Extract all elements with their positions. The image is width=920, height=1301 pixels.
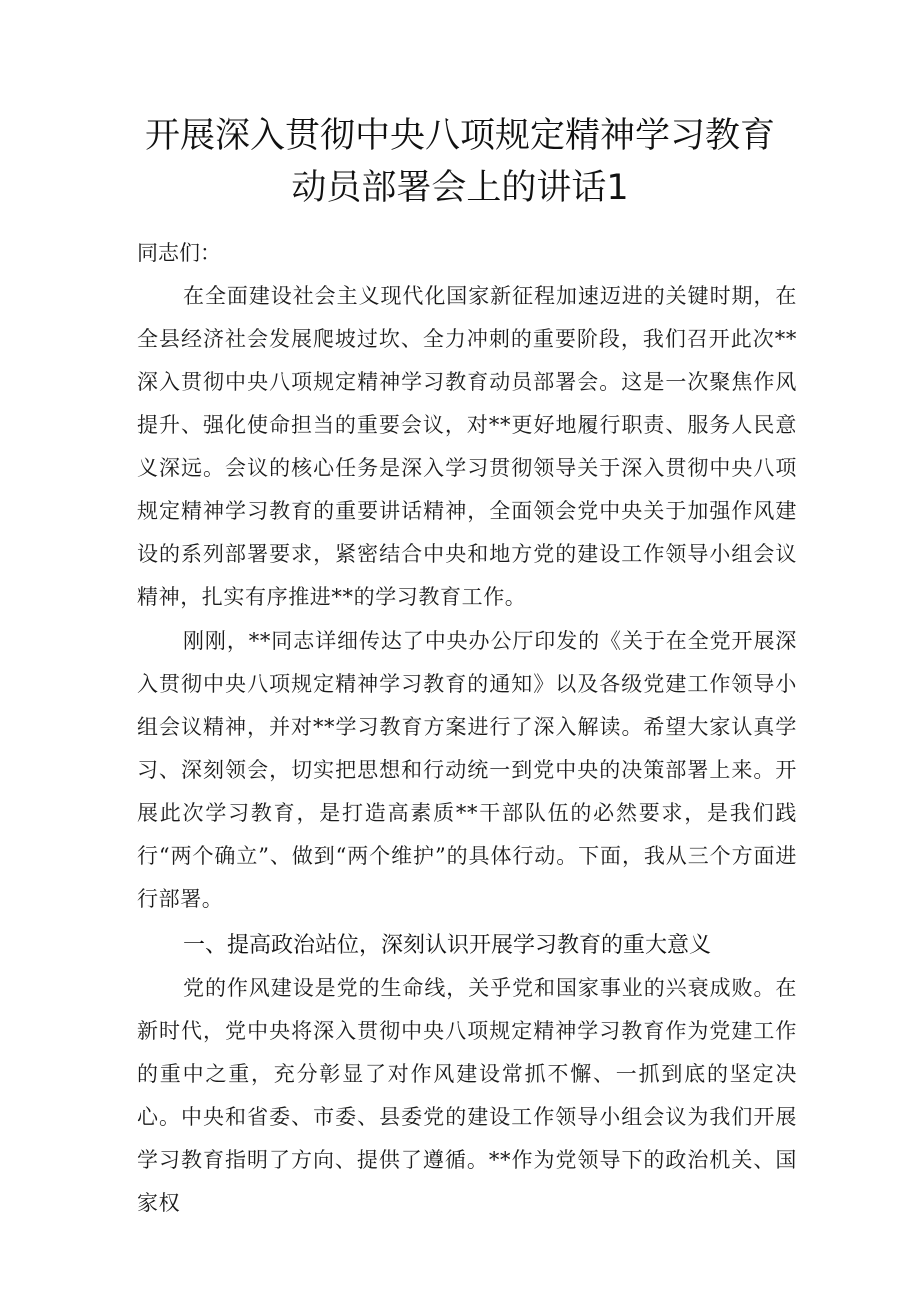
salutation: 同志们： [137, 241, 221, 265]
paragraph-transmission: 刚刚，**同志详细传达了中央办公厅印发的《关于在全党开展深入贯彻中央八项规定精神学习教育的通知》以及各级党建工作领导小组会议精神，并对**学习教育方案进行了深入解读。希望大家认真学习、深刻领会，切实把思想和行动统一到党中央的决策部署上来。开展此次学习教育，是打造高素质**干部队伍的必然要求，是我们践行“两个确立”、做到“两个维护”的具体行动。下面，我从三个方面进行部署。 [137, 629, 797, 911]
paragraph-opening: 在全面建设社会主义现代化国家新征程加速迈进的关键时期，在全县经济社会发展爬坡过坎、全力冲刺的重要阶段，我们召开此次**深入贯彻中央八项规定精神学习教育动员部署会。这是一次聚焦作风提升、强化使命担当的重要会议，对**更好地履行职责、服务人民意义深远。会议的核心任务是深入学习贯彻领导关于深入贯彻中央八项规定精神学习教育的重要讲话精神，全面领会党中央关于加强作风建设的系列部署要求，紧密结合中央和地方党的建设工作领导小组会议精神，扎实有序推进**的学习教育工作。 [137, 284, 797, 609]
document-title-line-1: 开展深入贯彻中央八项规定精神学习教育 [144, 116, 775, 156]
section-heading-1: 一、提高政治站位，深刻认识开展学习教育的重大意义 [183, 933, 712, 958]
paragraph-section-1: 党的作风建设是党的生命线，关乎党和国家事业的兴衰成败。在新时代，党中央将深入贯彻中央八项规定精神学习教育作为党建工作的重中之重，充分彰显了对作风建设常抓不懈、一抓到底的坚定决心。中央和省委、市委、县委党的建设工作领导小组会议为我们开展学习教育指明了方向、提供了遵循。**作为党领导下的政治机关、国家权 [137, 976, 797, 1215]
document-title-line-2: 动员部署会上的讲话1 [291, 168, 629, 208]
